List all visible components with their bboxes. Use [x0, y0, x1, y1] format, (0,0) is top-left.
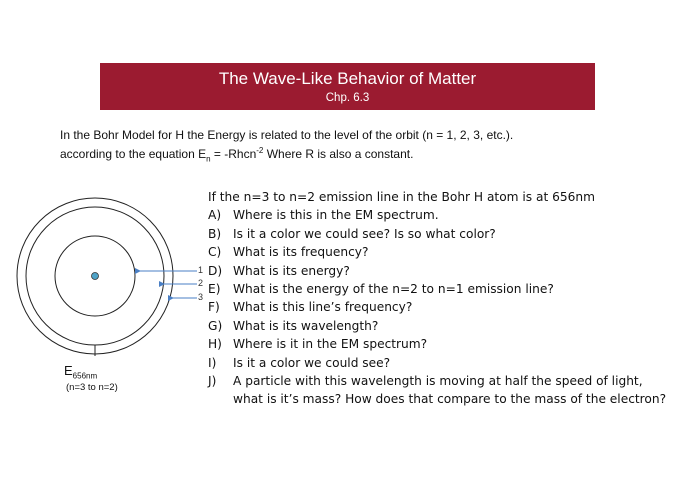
question-item	[208, 354, 698, 372]
level-label-2: 2	[198, 278, 204, 288]
question-letter: H)	[208, 337, 222, 352]
question-letter: C)	[208, 245, 222, 260]
energy-symbol: E	[64, 363, 73, 378]
slide-subtitle: Chp. 6.3	[325, 92, 370, 104]
question-text: Is it a color we could see? Is so what color?	[233, 226, 496, 241]
question-text: What is this line’s frequency?	[233, 300, 413, 315]
question-item	[208, 243, 698, 261]
level-label-1: 1	[198, 265, 204, 275]
question-text: Where is this in the EM spectrum.	[233, 208, 439, 223]
question-letter: F)	[208, 300, 220, 315]
intro-line-1: In the Bohr Model for H the Energy is related to the level of the orbit (n = 1, 2, 3, etc.).	[60, 128, 514, 142]
question-item	[208, 298, 698, 316]
question-item	[208, 280, 698, 298]
question-item	[208, 317, 698, 335]
intro-equation: = -Rhcn	[210, 147, 257, 161]
question-text: A particle with this wavelength is moving at half the speed of light,	[233, 374, 643, 389]
transition-label: (n=3 to n=2)	[66, 382, 118, 393]
question-letter: J)	[208, 374, 217, 389]
question-text: Is it a color we could see?	[233, 355, 391, 370]
question-j-continuation: what is it’s mass? How does that compare to the mass of the electron?	[233, 392, 667, 407]
question-text: What is its wavelength?	[233, 318, 379, 333]
question-item	[208, 225, 698, 243]
question-letter: D)	[208, 263, 223, 278]
intro-line-2-post: Where R is also a constant.	[263, 147, 414, 161]
question-letter: A)	[208, 208, 222, 223]
question-text: What is its energy?	[233, 263, 350, 278]
level-label-3: 3	[198, 292, 204, 302]
question-text: Where is it in the EM spectrum?	[233, 337, 428, 352]
question-item	[208, 206, 698, 224]
question-letter: B)	[208, 226, 222, 241]
intro-line-2-pre: according to the equation E	[60, 147, 207, 161]
question-text: What is its frequency?	[233, 245, 369, 260]
question-letter: I)	[208, 355, 217, 370]
question-list	[208, 188, 698, 409]
energy-wavelength: 656nm	[72, 371, 98, 381]
slide-title: The Wave-Like Behavior of Matter	[218, 69, 477, 88]
question-letter: G)	[208, 318, 223, 333]
question-letter: E)	[208, 282, 221, 297]
question-item	[208, 335, 698, 353]
nucleus	[92, 273, 99, 280]
question-lead: If the n=3 to n=2 emission line in the Bohr H atom is at 656nm	[208, 190, 596, 204]
question-item	[208, 262, 698, 280]
question-item	[208, 372, 698, 390]
intro-subscript-n: n	[206, 154, 211, 164]
question-text: What is the energy of the n=2 to n=1 emission line?	[233, 282, 554, 297]
intro-exponent: -2	[256, 146, 264, 155]
